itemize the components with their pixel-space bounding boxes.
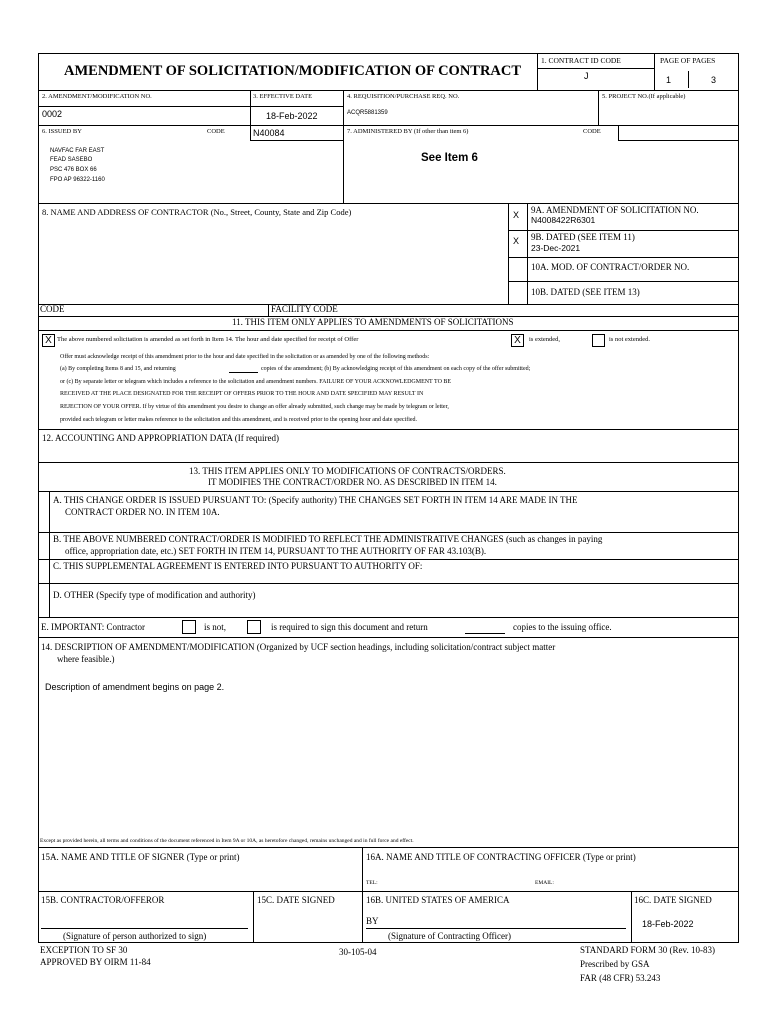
item14-description: Description of amendment begins on page 2. bbox=[45, 682, 225, 692]
req-no-value: ACQR5881359 bbox=[347, 110, 388, 116]
footer-far: FAR (48 CFR) 53.243 bbox=[580, 973, 661, 983]
contractor-signature-line[interactable] bbox=[41, 928, 248, 929]
contractor-label: 8. NAME AND ADDRESS OF CONTRACTOR (No., Street, County, State and Zip Code) bbox=[42, 207, 352, 217]
label-15c: 15C. DATE SIGNED bbox=[257, 895, 335, 905]
by-label: BY bbox=[366, 916, 379, 926]
label-10a: 10A. MOD. OF CONTRACT/ORDER NO. bbox=[531, 262, 690, 272]
page-total: 3 bbox=[711, 75, 717, 85]
form-title: AMENDMENT OF SOLICITATION/MODIFICATION OF CONTRACT bbox=[64, 63, 522, 79]
item12-label: 12. ACCOUNTING AND APPROPRIATION DATA (If required) bbox=[42, 433, 280, 443]
footer-prescribed: Prescribed by GSA bbox=[580, 959, 650, 969]
is-required-checkbox[interactable] bbox=[247, 620, 261, 634]
footer-exception: EXCEPTION TO SF 30 bbox=[40, 945, 128, 955]
copies-label: copies to the issuing office. bbox=[513, 622, 612, 632]
issuer-address-line: FPO AP 96322-1160 bbox=[50, 177, 105, 183]
label-15b: 15B. CONTRACTOR/OFFEROR bbox=[41, 895, 165, 905]
officer-signature-line[interactable] bbox=[366, 928, 626, 929]
item11-checkbox[interactable]: X bbox=[42, 334, 55, 347]
contract-id-label: 1. CONTRACT ID CODE bbox=[541, 56, 621, 65]
footer-form-code: 30-105-04 bbox=[339, 947, 377, 957]
label-9a: 9A. AMENDMENT OF SOLICITATION NO. bbox=[531, 205, 699, 215]
item13-b-line1: B. THE ABOVE NUMBERED CONTRACT/ORDER IS MODIFIED TO REFLECT THE ADMINISTRATIVE CHANGES (such as changes in paying bbox=[53, 534, 603, 544]
email-label: EMAIL: bbox=[535, 880, 554, 886]
item11-body-line: copies of the amendment; (b) By acknowledging receipt of this amendment on each copy of the offer submitted; bbox=[261, 366, 531, 372]
label-16c: 16C. DATE SIGNED bbox=[634, 895, 712, 905]
code-label: CODE bbox=[40, 304, 65, 314]
copies-blank[interactable] bbox=[465, 633, 505, 634]
item11-body-line: or (c) By separate letter or telegram which includes a reference to the solicitation and amendment numbers. FAILURE OF YOUR ACKNOWLEDGMENT TO BE bbox=[60, 379, 452, 385]
mark-9a: X bbox=[513, 210, 520, 220]
label-15a: 15A. NAME AND TITLE OF SIGNER (Type or print) bbox=[41, 852, 240, 862]
footer-approved: APPROVED BY OIRM 11-84 bbox=[40, 957, 151, 967]
is-required-label: is required to sign this document and return bbox=[271, 622, 428, 632]
date-16c-value: 18-Feb-2022 bbox=[642, 919, 694, 929]
value-9a: N4008422R6301 bbox=[531, 215, 596, 225]
amendment-no-value: 0002 bbox=[42, 109, 63, 119]
page-number: 1 bbox=[666, 75, 672, 85]
item14-footer-note: Except as provided herein, all terms and conditions of the document referenced in Item 9A or 10A, as heretofore changed, remains unchanged and in full force and effect. bbox=[40, 838, 414, 844]
label-9b: 9B. DATED (SEE ITEM 11) bbox=[531, 232, 635, 242]
item13-b-line2: office, appropriation date, etc.) SET FORTH IN ITEM 14, PURSUANT TO THE AUTHORITY OF FAR 43.103(B). bbox=[65, 546, 487, 556]
officer-signature-caption: (Signature of Contracting Officer) bbox=[388, 931, 512, 941]
value-9b: 23-Dec-2021 bbox=[531, 243, 581, 253]
req-no-label: 4. REQUISITION/PURCHASE REQ. NO. bbox=[347, 93, 460, 100]
administered-code-label: CODE bbox=[583, 128, 601, 135]
administered-by-label: 7. ADMINISTERED BY (If other than item 6) bbox=[347, 128, 469, 135]
see-item-text: See Item 6 bbox=[421, 152, 478, 164]
item14-label-line1: 14. DESCRIPTION OF AMENDMENT/MODIFICATION (Organized by UCF section headings, including solicitation/contract subject matter bbox=[41, 642, 556, 652]
issued-by-label: 6. ISSUED BY bbox=[42, 128, 82, 135]
label-10b: 10B. DATED (SEE ITEM 13) bbox=[531, 287, 640, 297]
item14-label-line2: where feasible.) bbox=[57, 654, 115, 664]
mark-9b: X bbox=[513, 236, 520, 246]
effective-date-value: 18-Feb-2022 bbox=[266, 111, 318, 121]
item11-body-line: (a) By completing Items 8 and 15, and returning bbox=[60, 366, 176, 372]
item13-a-line2: CONTRACT ORDER NO. IN ITEM 10A. bbox=[65, 507, 220, 517]
project-no-label: 5. PROJECT NO.(If applicable) bbox=[602, 93, 686, 100]
item13-heading-2: IT MODIFIES THE CONTRACT/ORDER NO. AS DESCRIBED IN ITEM 14. bbox=[208, 477, 497, 487]
label-16b: 16B. UNITED STATES OF AMERICA bbox=[366, 895, 510, 905]
label-16a: 16A. NAME AND TITLE OF CONTRACTING OFFICER (Type or print) bbox=[366, 852, 636, 862]
facility-code-label: FACILITY CODE bbox=[271, 304, 338, 314]
is-not-extended-label: is not extended. bbox=[609, 336, 650, 343]
is-extended-label: is extended, bbox=[529, 336, 561, 343]
page-of-pages-label: PAGE OF PAGES bbox=[660, 56, 716, 65]
item13-a-line1: A. THIS CHANGE ORDER IS ISSUED PURSUANT TO: (Specify authority) THE CHANGES SET FORTH IN ITEM 14 ARE MADE IN THE bbox=[53, 495, 578, 505]
is-not-checkbox[interactable] bbox=[182, 620, 196, 634]
issuer-address-line: FEAD SASEBO bbox=[50, 157, 93, 163]
item11-body-line: provided each telegram or letter makes reference to the solicitation and this amendment, and is received prior to the opening hour and date specified. bbox=[60, 417, 418, 423]
issuer-address-line: NAVFAC FAR EAST bbox=[50, 148, 105, 154]
item11-body-line: Offer must acknowledge receipt of this amendment prior to the hour and date specified in the solicitation or as amended by one of the following methods: bbox=[60, 354, 430, 360]
item13-heading-1: 13. THIS ITEM APPLIES ONLY TO MODIFICATIONS OF CONTRACTS/ORDERS. bbox=[189, 466, 506, 476]
is-not-label: is not, bbox=[204, 622, 227, 632]
item11-heading: 11. THIS ITEM ONLY APPLIES TO AMENDMENTS OF SOLICITATIONS bbox=[232, 317, 514, 327]
item11-body-line: REJECTION OF YOUR OFFER. If by virtue of this amendment you desire to change an offer already submitted, such change may be made by telegram or letter, bbox=[60, 404, 449, 410]
item13-d: D. OTHER (Specify type of modification and authority) bbox=[53, 590, 256, 600]
tel-label: TEL: bbox=[366, 880, 378, 886]
item13-c: C. THIS SUPPLEMENTAL AGREEMENT IS ENTERED INTO PURSUANT TO AUTHORITY OF: bbox=[53, 561, 423, 571]
effective-date-label: 3. EFFECTIVE DATE bbox=[253, 93, 313, 100]
item11-line1: The above numbered solicitation is amended as set forth in Item 14. The hour and date specified for receipt of Offer bbox=[57, 336, 359, 343]
issuer-address-line: PSC 476 BOX 66 bbox=[50, 167, 97, 173]
issued-by-code-label: CODE bbox=[207, 128, 225, 135]
item11-body-line: RECEIVED AT THE PLACE DESIGNATED FOR THE RECEIPT OF OFFERS PRIOR TO THE HOUR AND DATE SPECIFIED MAY RESULT IN bbox=[60, 391, 424, 397]
contract-id-value: J bbox=[584, 71, 589, 81]
contractor-signature-caption: (Signature of person authorized to sign) bbox=[63, 931, 207, 941]
important-label: E. IMPORTANT: Contractor bbox=[41, 622, 146, 632]
footer-standard-form: STANDARD FORM 30 (Rev. 10-83) bbox=[580, 945, 715, 955]
extended-checkbox[interactable]: X bbox=[511, 334, 524, 347]
amendment-no-label: 2. AMENDMENT/MODIFICATION NO. bbox=[42, 93, 152, 100]
not-extended-checkbox[interactable] bbox=[592, 334, 605, 347]
issued-by-code-value: N40084 bbox=[253, 128, 285, 138]
